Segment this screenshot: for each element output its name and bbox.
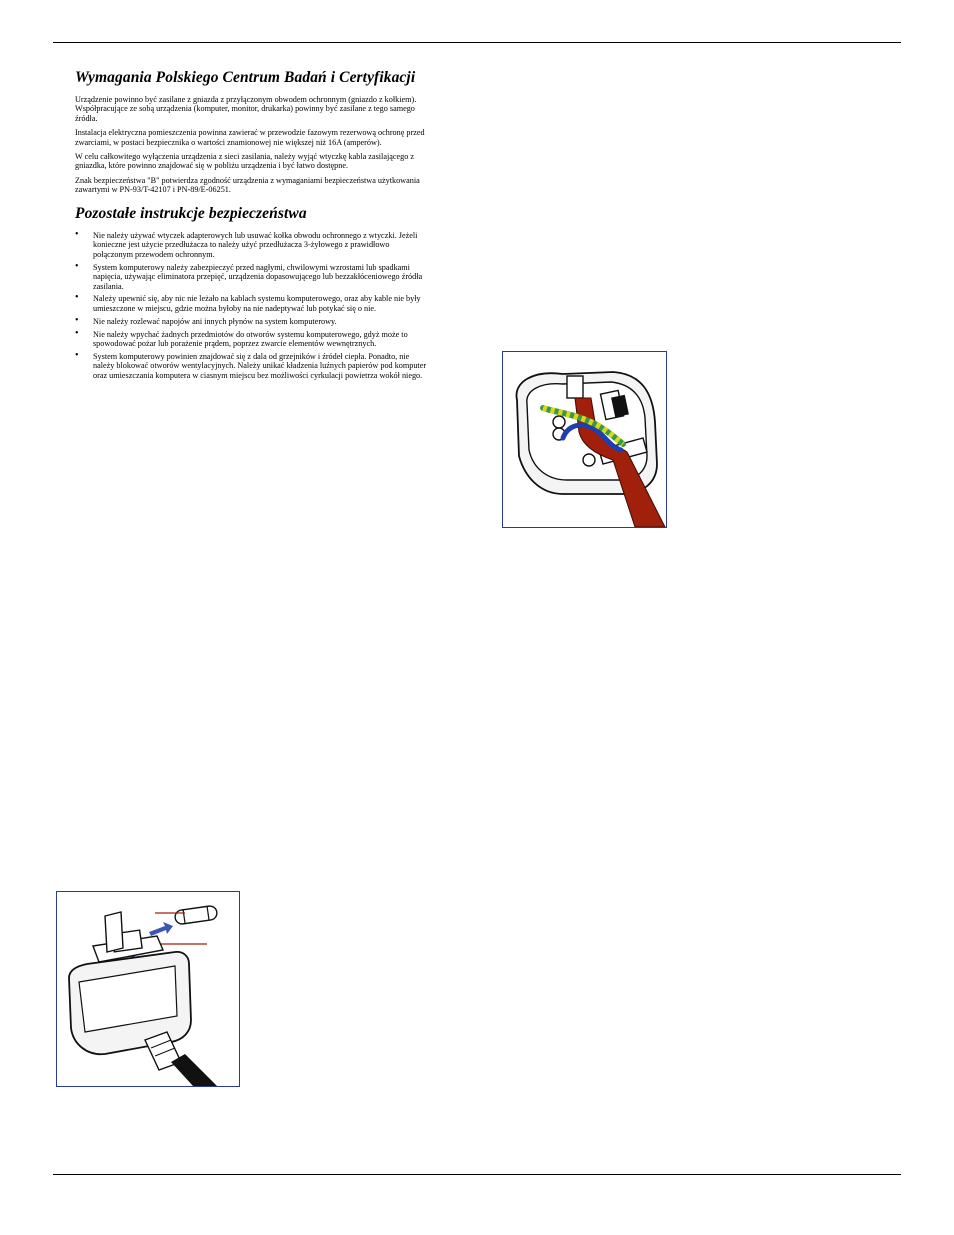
safety-list [75,231,427,380]
bullet-icon: • [75,292,79,304]
list-item: • System komputerowy należy zabezpieczyć przed nagłymi, chwilowymi wzrostami lub spadkami napięcia, używając eliminatora przepięć, urządzenia dopasowującego lub bezzakłóceniowego źródła zasilania. [75,260,423,291]
bullet-icon: • [75,327,79,339]
plug-wiring-icon [503,352,666,527]
paragraph: Urządzenie powinno być zasilane z gniazda z przyłączonym obwodem ochronnym (gniazdo z kołkiem). Współpracujące ze sobą urządzenia (komputer, monitor, drukarka) powinny być zasilane z tego samego źródła. [75,95,417,123]
list-item: • Nie należy wpychać żadnych przedmiotów do otworów systemu komputerowego, gdyż może to spowodować pożar lub porażenie prądem, poprzez zwarcie elementów wewnętrznych. [75,327,408,349]
bullet-icon: • [75,229,79,240]
paragraph: Znak bezpieczeństwa "B" potwierdza zgodność urządzenia z wymaganiami bezpieczeństwa użytkowania zawartymi w PN-93/T-42107 i PN-89/E-06251. [75,175,420,195]
list-item: • Nie należy rozlewać napojów ani innych płynów na system komputerowy. [75,314,337,326]
paragraph: Instalacja elektryczna pomieszczenia powinna zawierać w przewodzie fazowym rezerwową ochronę przed zwarciami, w postaci bezpiecznika o wartości znamionowej nie większej niż 16A (amperów). [75,128,425,147]
list-item: • System komputerowy powinien znajdować się z dala od grzejników i źródeł ciepła. Ponadto, nie należy blokować otworów wentylacyjnych. Należy unikać kładzenia luźnych papierów pod komputer oraz umieszczania komputera w ciasnym miejscu bez możliwości cyrkulacji powietrza wokół niego. [75,349,427,380]
plug-fuse-figure [56,891,240,1087]
section-title-pcbc: Wymagania Polskiego Centrum Badań i Certyfikacji [75,69,416,86]
plug-fuse-icon [57,892,239,1086]
bottom-rule [53,1174,901,1175]
top-rule [53,42,901,43]
section-pcbc-requirements [75,69,427,200]
bullet-icon: • [75,349,79,361]
paragraph: W celu całkowitego wyłączenia urządzenia z sieci zasilania, należy wyjąć wtyczkę kabla zasilającego z gniazdka, które powinno znajdować się w pobliżu urządzenia i być łatwo dostępne. [75,152,414,171]
list-item: • Należy upewnić się, aby nic nie leżało na kablach systemu komputerowego, oraz aby kable nie były umieszczone w miejscu, gdzie można byłoby na nie nadeptywać lub potykać się o nie. [75,292,421,313]
list-item: • Nie należy używać wtyczek adapterowych lub usuwać kołka obwodu ochronnego z wtyczki. Jeżeli konieczne jest użycie przedłużacza to należy użyć przedłużacza 3-żyłowego z prawidłowo połączonym przewodem ochronnym. [75,229,418,259]
plug-wiring-figure [502,351,667,528]
bullet-icon: • [75,260,79,272]
bullet-icon: • [75,314,79,326]
section-other-safety-instructions [75,205,427,384]
section-title-safety: Pozostałe instrukcje bezpieczeństwa [75,205,307,222]
